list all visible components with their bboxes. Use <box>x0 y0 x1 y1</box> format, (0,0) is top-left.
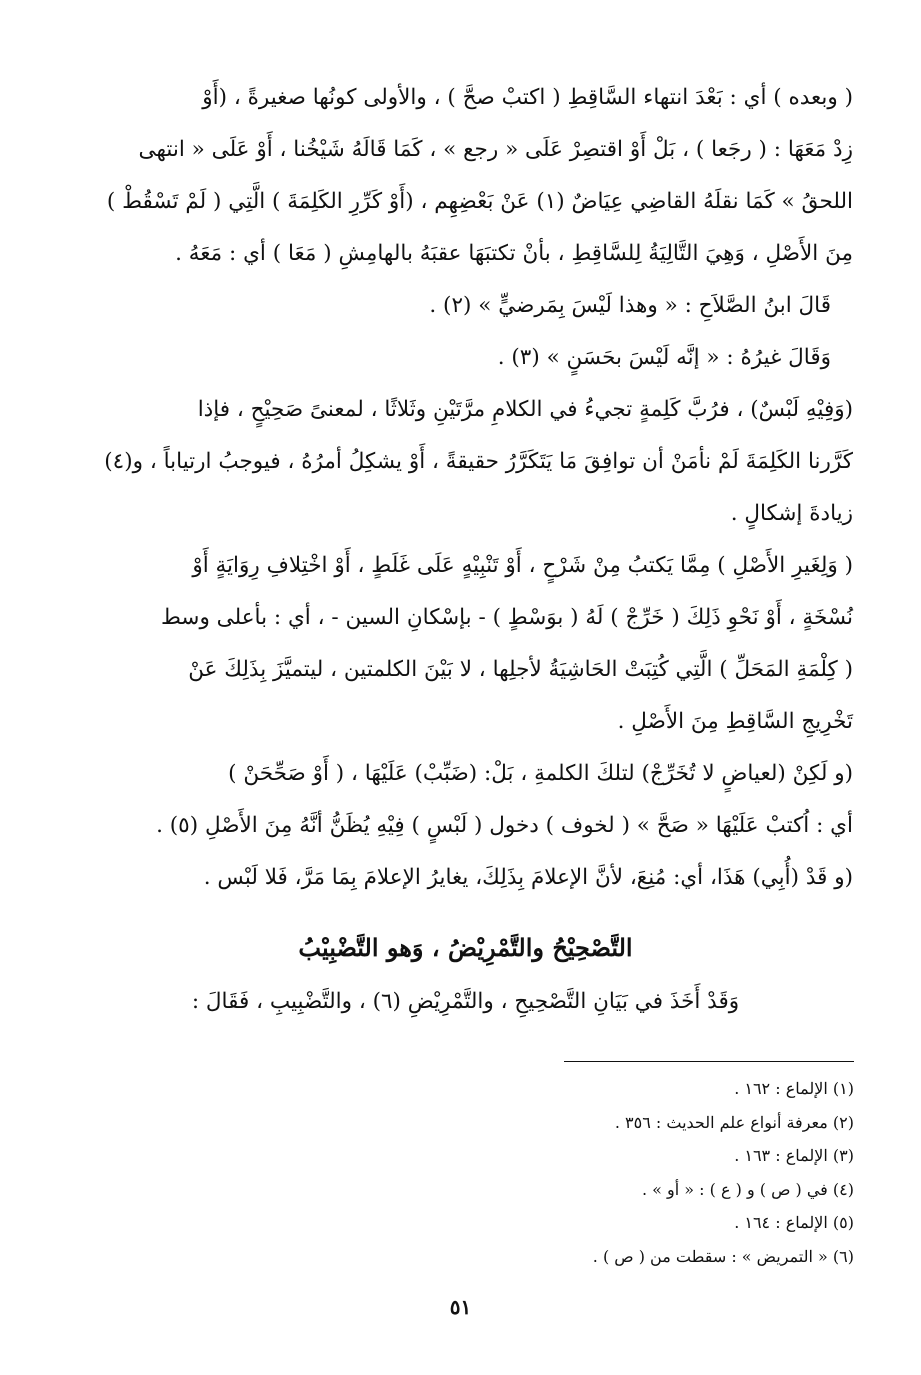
paragraph-5 <box>78 852 853 904</box>
footnote-5: (٥) الإلماع : ١٦٤ . <box>734 1213 854 1232</box>
text-line: كَرَّرنا الكَلِمَةَ لَمْ نأمَنْ أن توافِقَ مَا يَتَكَرَّرُ حقيقةً ، أَوْ يشكِلُ أمرُهُ ، فيوجبُ ارتياباً ، و(٤) <box>104 449 853 474</box>
footnote-4: (٤) في ( ص ) و ( ع ) : « أو » . <box>642 1179 854 1199</box>
footnotes <box>254 1072 854 1273</box>
footnote-divider <box>564 1061 854 1062</box>
text-line: (و لَكِنْ (لعياضٍ لا تُخَرِّجْ) لتلكَ الكلمةِ ، بَلْ: (ضَبِّبْ) عَلَيْهَا ، ( أَوْ صَحِّحَنْ ) <box>228 761 853 786</box>
main-text <box>78 72 853 904</box>
paragraph-1 <box>78 72 853 280</box>
text-line: ( وَلِغَيرِ الأَصْلِ ) مِمَّا يَكتبُ مِنْ شَرْحٍ ، أَوْ تَنْبِيْهٍ عَلَى غَلَطٍ ، أَوْ اخْتِلافِ رِوَايَةٍ أَوْ <box>192 553 853 578</box>
footnote-3: (٣) الإلماع : ١٦٣ . <box>734 1146 854 1165</box>
text-line: ( وبعده ) أي : بَعْدَ انتهاء السَّاقِطِ ( اكتبْ صحَّ ) ، والأولى كونُها صغيرةً ، (أَوْ <box>202 85 853 110</box>
text-line: مِنَ الأَصْلِ ، وَهِيَ التَّالِيَةُ لِلسَّاقِطِ ، بأنْ تكتبَهَا عقبَهُ بالهامِشِ ( مَعَا ) أي : مَعَهُ . <box>175 241 853 266</box>
text-line: قَالَ ابنُ الصَّلاَحِ : « وهذا لَيْسَ بِمَرضيٍّ » (٢) . <box>429 293 831 318</box>
text-line: أي : اُكتبْ عَلَيْهَا « صَحَّ » ( لخوف ) دخول ( لَبْسٍ ) فِيْهِ يُظَنُّ أنَّهُ مِنَ الأَصْلِ (٥) . <box>156 813 853 838</box>
footnote-1: (١) الإلماع : ١٦٢ . <box>734 1079 854 1098</box>
text-line: زيادةَ إشكالٍ . <box>730 501 853 526</box>
paragraph-3 <box>78 540 853 748</box>
text-line: (و قَدْ (أُبِي) هَذَا، أي: مُنِعَ، لأنَّ الإعلامَ بِذَلِكَ، يغايرُ الإعلامَ بِمَا مَرَّ، فَلا لَبْس . <box>203 865 853 890</box>
paragraph-quote-other <box>78 332 853 384</box>
page-number: ٥١ <box>449 1295 472 1319</box>
paragraph-2 <box>78 384 853 540</box>
text-line: زِدْ مَعَهَا : ( رجَعا ) ، بَلْ أَوْ اقتصِرْ عَلَى « رجع » ، كَمَا قَالَهُ شَيْخُنا ، أَوْ عَلَى « انتهى <box>138 137 853 162</box>
text-line: ( كِلْمَةِ المَحَلِّ ) الَّتِي كُتِبَتْ الحَاشِيَةُ لأجلِها ، لا بَيْنَ الكلمتين ، ليتميَّزَ بِذَلِكَ عَنْ <box>188 657 853 682</box>
section-intro: وَقَدْ أَخَذَ في بَيَانِ التَّصْحِيحِ ، والتَّمْرِيْضِ (٦) ، والتَّضْبِيبِ ، فَقَالَ : <box>191 989 740 1014</box>
paragraph-4 <box>78 748 853 852</box>
text-line: (وَفِيْهِ لَبْسٌ) ، فرُبَّ كَلِمةٍ تجيءُ في الكلامِ مرَّتَيْنِ وثَلاثًا ، لمعنىً صَحِيْحٍ ، فإذا <box>197 397 853 422</box>
section-heading: التَّصْحِيْحُ والتَّمْرِيْضُ ، وَهو التَّضْبِيْبُ <box>298 933 633 962</box>
text-line: وَقَالَ غيرُهُ : « إنَّه لَيْسَ بحَسَنٍ » (٣) . <box>497 345 831 370</box>
footnote-2: (٢) معرفة أنواع علم الحديث : ٣٥٦ . <box>614 1112 854 1132</box>
text-line: تَخْرِيجِ السَّاقِطِ مِنَ الأَصْلِ . <box>617 709 853 734</box>
footnote-6: (٦) « التمريض » : سقطت من ( ص ) . <box>592 1246 854 1266</box>
text-line: اللحقُ » كَمَا نقلَهُ القاضِي عِيَاضٌ (١) عَنْ بَعْضِهِم ، (أَوْ كَرِّرِ الكَلِمَةَ ) الَّتِي ( لَمْ تَسْقُطْ ) <box>106 189 853 214</box>
text-line: نُسْخَةٍ ، أَوْ نَحْوِ ذَلِكَ ( خَرِّجْ ) لَهُ ( بوَسْطٍ ) - بإسْكانِ السين - ، أي : بأعلى وسط <box>161 605 853 630</box>
paragraph-quote-ibn-salah <box>78 280 853 332</box>
